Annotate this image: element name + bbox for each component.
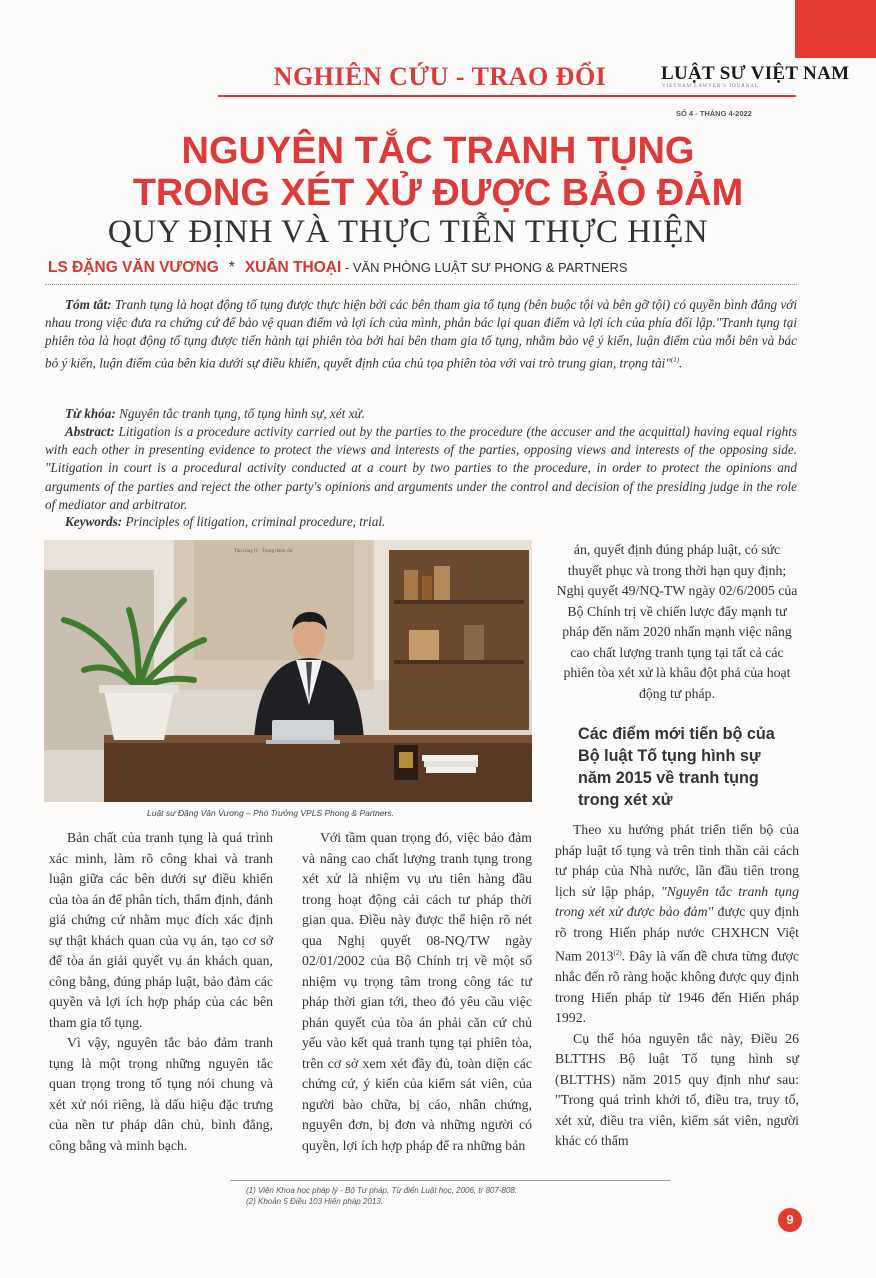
body-column-3-bottom bbox=[555, 820, 799, 1152]
article-title-line-1: NGUYÊN TẮC TRANH TỤNG bbox=[181, 130, 695, 172]
paragraph-part: Theo xu hướng phát triển tiến bộ của pháp luật tố tụng và trên tinh thần cải cách tư pháp của Nhà nước, lần đầu tiên trong lịch sử lập pháp, bbox=[555, 822, 799, 899]
red-corner-tab bbox=[795, 0, 876, 58]
article-subtitle: QUY ĐỊNH VÀ THỰC TIỄN THỰC HIỆN bbox=[107, 214, 709, 250]
footnote-1: (1) Viện Khoa học pháp lý - Bộ Tư pháp, Từ điển Luật học, 2006, tr 807-808. bbox=[246, 1186, 518, 1195]
page-number: 9 bbox=[778, 1208, 802, 1232]
quoted-principle: "Nguyên tắc tranh tụng trong xét xử được bảo đảm" bbox=[555, 883, 799, 919]
footnote-2: (2) Khoản 5 Điều 103 Hiến pháp 2013. bbox=[246, 1197, 383, 1206]
keywords-en-text: Principles of litigation, criminal procedure, trial. bbox=[122, 514, 386, 529]
header-rule bbox=[218, 95, 796, 97]
photo-caption: Luật sư Đặng Văn Vương – Phó Trưởng VPLS Phong & Partners. bbox=[147, 808, 394, 818]
abstract-english bbox=[45, 423, 797, 514]
wall-sign-text: Tận công lý · Trọng thiện chí bbox=[234, 549, 293, 554]
paragraph: Bản chất của tranh tụng là quá trình xác minh, làm rõ công khai và tranh luận giữa các bên dưới sự điều khiển của tòa án để phân tích, thẩm định, đánh giá chứng cứ nhằm mục đích xác định sự thật khách quan của vụ án, tạo cơ sở để tòa án giải quyết vụ án khách quan, công bằng, đúng pháp luật, bảo đảm các quyền và lợi ích hợp pháp của các bên tham gia tố tụng. bbox=[49, 830, 273, 1030]
footnote-ref-2: (2) bbox=[613, 949, 622, 957]
keywords-vi-label: Từ khóa: bbox=[65, 406, 116, 421]
abstract-label: Abstract: bbox=[65, 424, 115, 439]
paragraph bbox=[555, 820, 799, 1029]
paragraph: án, quyết định đúng pháp luật, có sức thuyết phục và trong thời hạn quy định; Nghị quyết 49/NQ-TW ngày 02/6/2005 của Bộ Chính trị về chiến lược đẩy mạnh tư pháp đến năm 2020 nhấn mạnh việc nâng cao chất lượng tranh tụng tại tất cả các phiên tòa xét xử là khâu đột phá của hoạt động tư pháp. bbox=[556, 542, 798, 701]
article-title-line-2: TRONG XÉT XỬ ĐƯỢC BẢO ĐẢM bbox=[132, 172, 744, 214]
author-affiliation: - VĂN PHÒNG LUẬT SƯ PHONG & PARTNERS bbox=[341, 260, 628, 275]
footnote-ref-1: (1) bbox=[670, 355, 680, 364]
paragraph: Cụ thể hóa nguyên tắc này, Điều 26 BLTTHS Bộ luật Tố tụng hình sự (BLTTHS) năm 2015 quy định như sau: "Trong quá trình khởi tố, điều tra, truy tố, xét xử, điều tra viên, kiểm sát viên, người khác có thẩm bbox=[555, 1030, 799, 1149]
paragraph-part: được quy định rõ trong Hiến pháp nước CHXHCN Việt Nam 2013 bbox=[555, 904, 799, 964]
section-label: NGHIÊN CỨU - TRAO ĐỔI bbox=[273, 62, 607, 91]
author-2: XUÂN THOẠI bbox=[244, 259, 342, 276]
byline-separator: * bbox=[228, 259, 235, 276]
keywords-en-label: Keywords: bbox=[65, 514, 123, 529]
keywords-vi-text: Nguyên tắc tranh tụng, tố tụng hình sự, xét xử. bbox=[115, 406, 365, 421]
abstract-text: Litigation is a procedure activity carried out by the parties to the procedure (the accuser and the acquittal) having equal rights with each other in presenting evidence to protect the views and interests of the parties, opposing views and interests of the opposing side. "Litigation in court is a procedural activity conducted at a court by two parties to the procedure, in order to protect the opinions and arguments of the parties and reject the other party's opinions and arguments under the control and decision of the presiding judge in the role of mediator and arbitrator. bbox=[45, 424, 797, 512]
body-column-3-top bbox=[555, 540, 799, 704]
body-column-2 bbox=[302, 828, 532, 1156]
summary-vietnamese: Tóm tắt: Tranh tụng là hoạt động tố tụng được thực hiện bởi các bên tham gia tố tụng (bên buộc tội và bên gỡ tội) có quyền bình đẳng với nhau trong việc đưa ra chứng cứ để bảo vệ quan điểm và lợi ích của mình, phản bác lại quan điểm và lợi ích của phía đối lập."Tranh tụng tại phiên tòa là hoạt động tố tụng được tiến hành tại phiên tòa bởi hai bên tham gia tố tụng, nhằm bảo vệ ý kiến, luận điểm của mỗi bên và bác bỏ ý kiến, luận điểm của bên kia dưới sự điều khiển, quyết định của chủ tọa phiên tòa với vai trò trung gian, trọng tài"$^{(1)}$. bbox=[45, 297, 797, 370]
summary-label: Tóm tắt: bbox=[65, 297, 112, 312]
byline-divider bbox=[45, 284, 797, 285]
masthead-tagline: VIETNAM LAWYER'S JOURNAL bbox=[662, 84, 759, 89]
summary-text: Tranh tụng là hoạt động tố tụng được thực hiện bởi các bên tham gia tố tụng (bên buộc tội và bên gỡ tội) có quyền bình đẳng với nhau trong việc đưa ra chứng cứ để bảo vệ quan điểm và lợi ích của mình, phản bác lại quan điểm và lợi ích của phía đối lập."Tranh tụng tại phiên tòa là hoạt động tố tụng được tiến hành tại phiên tòa bởi hai bên tham gia tố tụng, nhằm bảo vệ ý kiến, luận điểm của mỗi bên và bác bỏ ý kiến, luận điểm của bên kia dưới sự điều khiển, quyết định của chủ tọa phiên tòa với vai trò trung gian, trọng tài" bbox=[45, 297, 797, 370]
paragraph-part: . Đây là vấn đề chưa từng được nhắc đến rõ ràng hoặc không được quy định trong Hiến pháp từ 1946 đến Hiến pháp 1992. bbox=[555, 948, 799, 1026]
keywords-english bbox=[45, 513, 797, 531]
byline bbox=[48, 259, 628, 277]
paragraph: Với tầm quan trọng đó, việc bảo đảm và nâng cao chất lượng tranh tụng trong xét xử là nhiệm vụ ưu tiên hàng đầu trong hoạt động cải cách tư pháp thời gian qua. Điều này được thể hiện rõ nét qua Nghị quyết 08-NQ/TW ngày 02/01/2002 của Bộ Chính trị về một số nhiệm vụ trọng tâm trong công tác tư pháp thời gian tới, theo đó yêu cầu việc phán quyết của tòa án phải căn cứ chủ yếu vào kết quả tranh tụng tại phiên tòa, trên cơ sở xem xét đầy đủ, toàn diện các chứng cứ, ý kiến của kiểm sát viên, của người bào chữa, bị cáo, nhân chứng, nguyên đơn, bị đơn và những người có quyền, lợi ích hợp pháp để ra những bản bbox=[302, 830, 532, 1153]
issue-label: SỐ 4 - THÁNG 4-2022 bbox=[676, 109, 752, 118]
keywords-vietnamese bbox=[45, 405, 797, 423]
office-photo-illustration bbox=[44, 540, 532, 802]
section-heading: Các điểm mới tiến bộ của Bộ luật Tố tụng hình sự năm 2015 về tranh tụng trong xét xử bbox=[578, 725, 775, 809]
author-photo bbox=[44, 540, 532, 802]
masthead: LUẬT SƯ VIỆT NAM bbox=[661, 63, 850, 84]
footnote-divider bbox=[230, 1180, 670, 1181]
body-column-1 bbox=[49, 828, 273, 1156]
author-1: LS ĐẶNG VĂN VƯƠNG bbox=[48, 259, 219, 276]
paragraph: Vì vậy, nguyên tắc bảo đảm tranh tụng là một trong những nguyên tắc quan trọng trong tố tụng nói chung và xét xử nói riêng, là dấu hiệu đặc trưng của nền tư pháp dân chủ, bình đẳng, công bằng và minh bạch. bbox=[49, 1035, 273, 1153]
